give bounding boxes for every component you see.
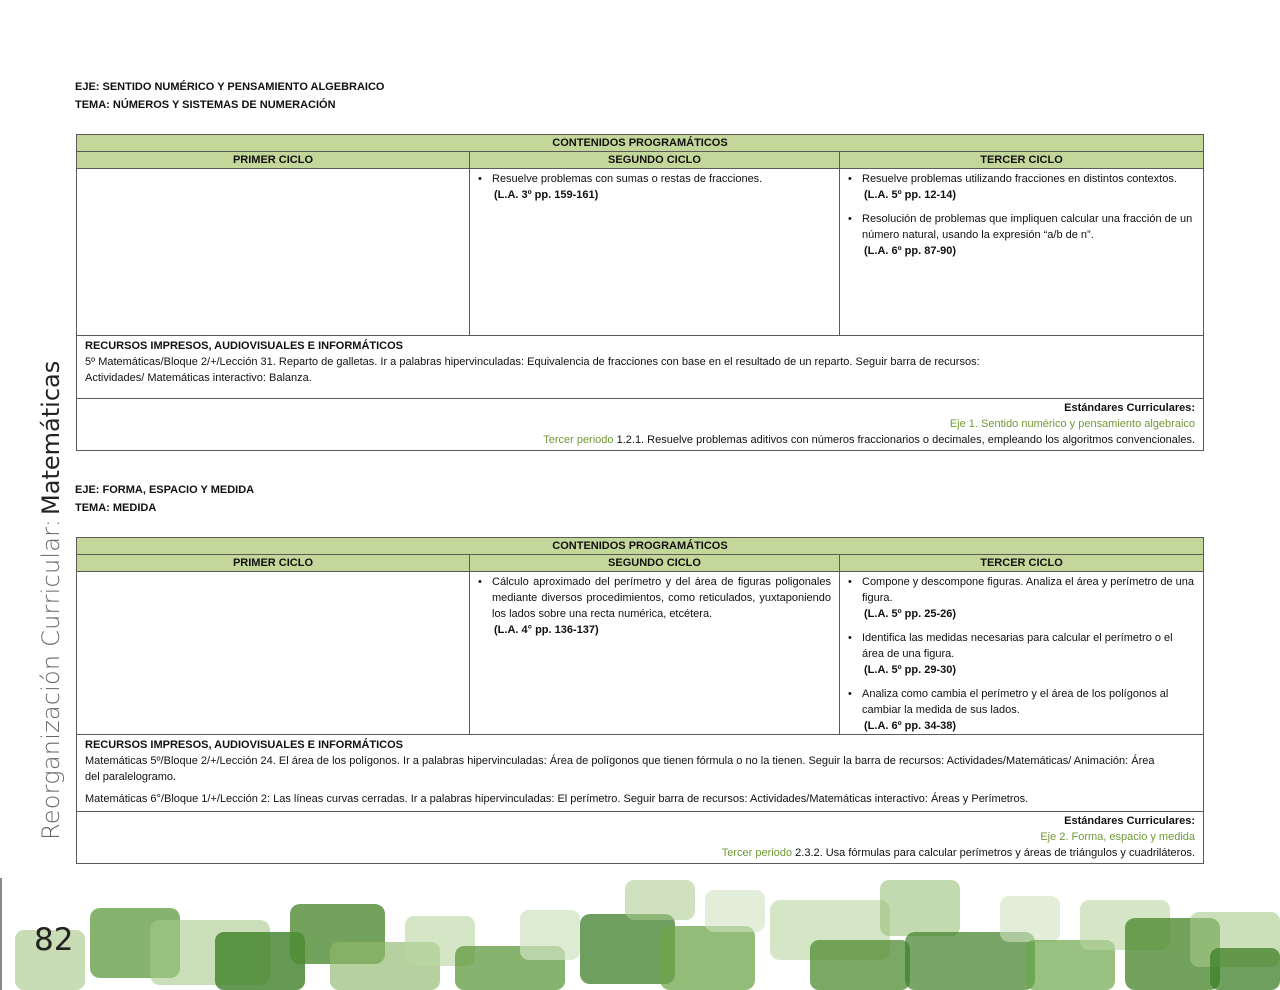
col-header-primer: PRIMER CICLO xyxy=(77,555,470,572)
recurso-text: 5º Matemáticas/Bloque 2/+/Lección 31. Reparto de galletas. Ir a palabras hipervinculadas: Equivalencia de fracciones con base en el resultado de un reparto. Seguir barra de recursos: Actividades/ Matemáticas interactivo: Balanza. xyxy=(85,356,980,384)
list-item: • Resuelve problemas con sumas o restas de fracciones. (L.A. 3º pp. 159-161) xyxy=(478,173,763,201)
recurso-text: Matemáticas 5º/Bloque 2/+/Lección 24. El área de los polígonos. Ir a palabras hipervinculadas: Área de polígonos que tienen fórmula o no la tienen. Seguir la barra de recursos: Actividades/Matemáticas/ Animación: Área del paralelogramo. xyxy=(85,755,1155,783)
bullet-icon: • xyxy=(848,173,852,185)
list-item: • Identifica las medidas necesarias para calcular el perímetro o el área de una figura. (L.A. 5º pp. 29-30) xyxy=(848,632,1173,676)
contenidos-table xyxy=(76,537,1204,864)
section-sentido-numerico xyxy=(76,78,1204,451)
estandares-eje: Eje 1. Sentido numérico y pensamiento algebraico xyxy=(949,418,1196,430)
page-number: 82 xyxy=(34,922,74,958)
sidebar-title-bold: Matemáticas xyxy=(37,360,65,515)
tema-heading: TEMA: NÚMEROS Y SISTEMAS DE NUMERACIÓN xyxy=(75,99,336,111)
periodo-label: Tercer periodo xyxy=(543,434,614,446)
contenidos-table xyxy=(76,134,1204,451)
recursos-title: RECURSOS IMPRESOS, AUDIOVISUALES E INFORMÁTICOS xyxy=(85,340,404,352)
eje-heading: EJE: FORMA, ESPACIO Y MEDIDA xyxy=(75,484,255,496)
estandares-cell xyxy=(77,399,1204,451)
estandares-eje: Eje 2. Forma, espacio y medida xyxy=(1040,831,1196,843)
eje-heading: EJE: SENTIDO NUMÉRICO Y PENSAMIENTO ALGEBRAICO xyxy=(75,81,385,93)
estandares-title: Estándares Curriculares: xyxy=(1064,402,1196,414)
bullet-icon: • xyxy=(478,173,482,185)
segundo-ciclo-cell xyxy=(470,169,840,336)
segundo-ciclo-cell xyxy=(470,572,840,735)
table-title: CONTENIDOS PROGRAMÁTICOS xyxy=(77,135,1204,152)
section-forma-espacio xyxy=(76,481,1204,864)
col-header-segundo: SEGUNDO CICLO xyxy=(470,152,840,169)
bullet-icon: • xyxy=(848,688,852,700)
page-number-rule xyxy=(0,878,2,990)
primer-ciclo-cell xyxy=(77,169,470,336)
col-header-primer: PRIMER CICLO xyxy=(77,152,470,169)
tercer-ciclo-cell xyxy=(840,572,1204,735)
list-item: • Resuelve problemas utilizando fracciones en distintos contextos. (L.A. 5º pp. 12-14) xyxy=(848,173,1177,201)
sidebar-title xyxy=(34,360,68,840)
estandar-line xyxy=(85,432,1195,448)
list-item: • Analiza como cambia el perímetro y el área de los polígonos al cambiar la medida de sus lados. (L.A. 6º pp. 34-38) xyxy=(848,688,1169,732)
list-item: • Resolución de problemas que impliquen calcular una fracción de un número natural, usando la expresión “a/b de n”. (L.A. 6º pp. 87-90) xyxy=(848,213,1193,257)
bullet-icon: • xyxy=(848,632,852,644)
col-header-segundo: SEGUNDO CICLO xyxy=(470,555,840,572)
primer-ciclo-cell xyxy=(77,572,470,735)
sidebar-title-light: Reorganización Curricular: xyxy=(37,518,65,840)
tercer-ciclo-cell xyxy=(840,169,1204,336)
col-header-tercer: TERCER CICLO xyxy=(840,152,1204,169)
decorative-squares xyxy=(15,880,1280,990)
list-item: • Compone y descompone figuras. Analiza el área y perímetro de una figura. (L.A. 5º pp. 25-26) xyxy=(848,576,1195,620)
recursos-title: RECURSOS IMPRESOS, AUDIOVISUALES E INFORMÁTICOS xyxy=(85,739,404,751)
recursos-cell xyxy=(77,336,1204,399)
table-title: CONTENIDOS PROGRAMÁTICOS xyxy=(77,538,1204,555)
bullet-icon: • xyxy=(848,576,852,588)
tema-heading: TEMA: MEDIDA xyxy=(75,502,157,514)
list-item: • Cálculo aproximado del perímetro y del área de figuras poligonales mediante diversos procedimientos, como reticulados, yuxtaponiendo los lados sobre una recta numérica, etcétera. (L.A. 4° pp. 136-137) xyxy=(478,576,831,636)
footer-decoration xyxy=(0,870,1280,990)
estandares-cell xyxy=(77,812,1204,864)
recurso-text: Matemáticas 6°/Bloque 1/+/Lección 2: Las líneas curvas cerradas. Ir a palabras hipervinculadas: El perímetro. Seguir barra de recursos: Actividades/Matemáticas interactivo: Áreas y Perímetros. xyxy=(85,793,1029,805)
recursos-cell xyxy=(77,735,1204,812)
col-header-tercer: TERCER CICLO xyxy=(840,555,1204,572)
estandar-text: 1.2.1. Resuelve problemas aditivos con números fraccionarios o decimales, empleando los algoritmos convencionales. xyxy=(616,434,1196,446)
periodo-label: Tercer periodo xyxy=(721,847,793,859)
estandar-line xyxy=(85,845,1195,861)
estandares-title: Estándares Curriculares: xyxy=(1064,815,1196,827)
bullet-icon: • xyxy=(848,213,852,225)
estandar-text: 2.3.2. Usa fórmulas para calcular perímetros y áreas de triángulos y cuadriláteros. xyxy=(795,847,1196,859)
bullet-icon: • xyxy=(478,576,482,588)
